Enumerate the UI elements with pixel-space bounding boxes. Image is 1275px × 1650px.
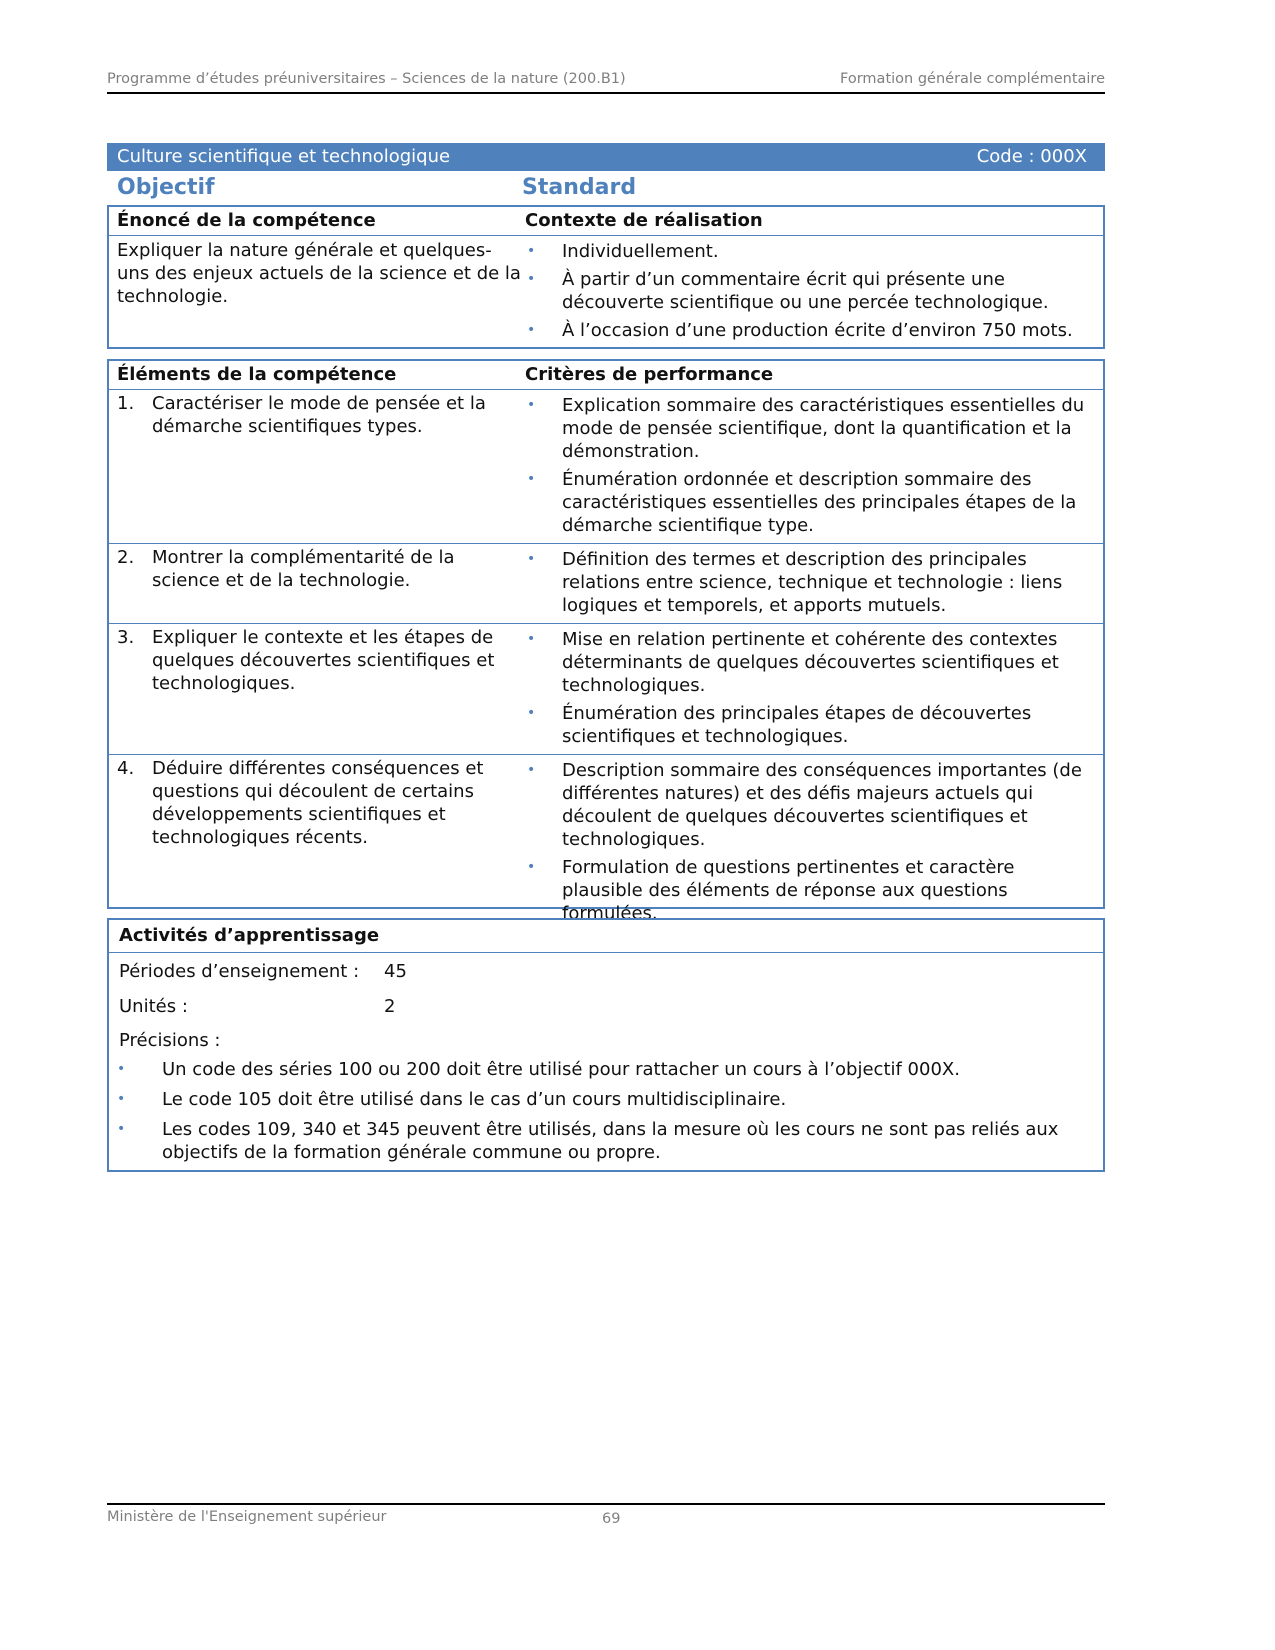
criteria-text: Énumération ordonnée et description sommaire des caractéristiques essentielles des principales étapes de la démarche scientifique type. — [562, 469, 1077, 536]
criteria-cell — [522, 544, 1103, 623]
enonce-header: Énoncé de la compétence — [117, 210, 376, 231]
criteria-cell — [522, 755, 1103, 924]
contexte-item-text: Individuellement. — [562, 241, 719, 262]
criteria-item — [525, 548, 1095, 617]
contexte-header: Contexte de réalisation — [525, 210, 763, 231]
element-text: Montrer la complémentarité de la science et de la technologie. — [152, 547, 455, 591]
contexte-item-text: À l’occasion d’une production écrite d’environ 750 mots. — [562, 320, 1073, 341]
element-text: Déduire différentes conséquences et questions qui découlent de certains développements scientifiques et technologiques récents. — [152, 758, 484, 848]
elements-header-row — [109, 361, 1103, 389]
criteria-item — [525, 856, 1095, 925]
ministry-name: Ministère de l'Enseignement supérieur — [107, 1509, 387, 1525]
page-header — [107, 70, 1105, 94]
criteria-text: Description sommaire des conséquences importantes (de différentes natures) et des défis majeurs actuels qui découlent de quelques découvertes scientifiques et technologiques. — [562, 760, 1082, 850]
precision-item — [109, 1058, 1103, 1081]
section-title: Formation générale complémentaire — [840, 71, 1105, 87]
bullet-icon: • — [527, 397, 536, 413]
precision-item — [109, 1088, 1103, 1111]
unites-row — [109, 995, 1103, 1023]
course-name: Culture scientifique et technologique — [117, 146, 451, 167]
unites-value: 2 — [384, 996, 396, 1017]
element-number: 2. — [117, 547, 135, 568]
element-number: 1. — [117, 393, 135, 414]
activites-header: Activités d’apprentissage — [109, 920, 1103, 953]
bullet-icon: • — [117, 1091, 126, 1107]
elements-box — [107, 359, 1105, 924]
element-row — [109, 389, 1103, 543]
element-cell — [109, 390, 522, 543]
criteria-text: Énumération des principales étapes de découvertes scientifiques et technologiques. — [562, 703, 1032, 747]
precision-text: Le code 105 doit être utilisé dans le cas d’un cours multidisciplinaire. — [162, 1089, 787, 1110]
bullet-icon: • — [527, 631, 536, 647]
standard-heading: Standard — [522, 175, 637, 200]
page-number: 69 — [602, 1511, 621, 1527]
contexte-item — [525, 319, 1095, 342]
element-text: Expliquer le contexte et les étapes de quelques découvertes scientifiques et technologiques. — [152, 627, 495, 694]
criteria-item — [525, 759, 1095, 851]
criteria-cell — [522, 390, 1103, 543]
bullet-icon: • — [527, 243, 536, 259]
element-cell — [109, 755, 522, 907]
criteria-item — [525, 394, 1095, 463]
periodes-label: Périodes d’enseignement : — [119, 961, 360, 982]
enonce-header-row — [109, 207, 1103, 235]
bullet-icon: • — [117, 1061, 126, 1077]
course-title-bar — [107, 143, 1105, 171]
bullet-icon: • — [527, 762, 536, 778]
enonce-text: Expliquer la nature générale et quelques-uns des enjeux actuels de la science et de la technologie. — [117, 240, 521, 307]
precisions-label: Précisions : — [119, 1030, 221, 1051]
enonce-content-row — [109, 235, 1103, 347]
criteria-text: Mise en relation pertinente et cohérente des contextes déterminants de quelques découvertes scientifiques et technologiques. — [562, 629, 1059, 696]
program-title: Programme d’études préuniversitaires – Sciences de la nature (200.B1) — [107, 71, 626, 87]
precision-text: Les codes 109, 340 et 345 peuvent être utilisés, dans la mesure où les cours ne sont pas reliés aux objectifs de la formation générale commune ou propre. — [162, 1119, 1059, 1163]
objectif-heading: Objectif — [117, 175, 215, 200]
criteria-item — [525, 468, 1095, 537]
bullet-icon: • — [527, 322, 536, 338]
element-number: 3. — [117, 627, 135, 648]
periodes-row — [109, 960, 1103, 988]
precision-item — [109, 1118, 1103, 1164]
element-cell — [109, 624, 522, 754]
criteria-item — [525, 702, 1095, 748]
criteres-header: Critères de performance — [525, 364, 774, 385]
element-item — [117, 546, 522, 592]
element-row — [109, 754, 1103, 924]
element-row — [109, 543, 1103, 623]
periodes-value: 45 — [384, 961, 407, 982]
criteria-text: Formulation de questions pertinentes et caractère plausible des éléments de réponse aux questions formulées. — [562, 857, 1015, 924]
element-text: Caractériser le mode de pensée et la démarche scientifiques types. — [152, 393, 486, 437]
page-footer — [107, 1503, 1105, 1527]
contexte-list — [522, 236, 1103, 347]
contexte-item — [525, 240, 1095, 263]
bullet-icon: • — [117, 1121, 126, 1137]
course-code: Code : 000X — [976, 146, 1087, 167]
bullet-icon: • — [527, 551, 536, 567]
section-headings — [107, 173, 1105, 205]
criteria-cell — [522, 624, 1103, 754]
contexte-item-text: À partir d’un commentaire écrit qui présente une découverte scientifique ou une percée technologique. — [562, 269, 1049, 313]
precision-text: Un code des séries 100 ou 200 doit être utilisé pour rattacher un cours à l’objectif 000X. — [162, 1059, 960, 1080]
unites-label: Unités : — [119, 996, 188, 1017]
element-item — [117, 392, 522, 438]
criteria-text: Explication sommaire des caractéristiques essentielles du mode de pensée scientifique, dont la quantification et la démonstration. — [562, 395, 1085, 462]
element-cell — [109, 544, 522, 623]
criteria-item — [525, 628, 1095, 697]
elements-header: Éléments de la compétence — [117, 364, 397, 385]
bullet-icon: • — [527, 705, 536, 721]
activites-box — [107, 918, 1105, 1172]
element-row — [109, 623, 1103, 754]
bullet-icon: • — [527, 271, 536, 287]
element-item — [117, 757, 522, 849]
element-number: 4. — [117, 758, 135, 779]
criteria-text: Définition des termes et description des principales relations entre science, technique et technologie : liens logiques et temporels, et apports mutuels. — [562, 549, 1063, 616]
contexte-item — [525, 268, 1095, 314]
bullet-icon: • — [527, 859, 536, 875]
enonce-box — [107, 205, 1105, 349]
bullet-icon: • — [527, 471, 536, 487]
element-item — [117, 626, 522, 695]
